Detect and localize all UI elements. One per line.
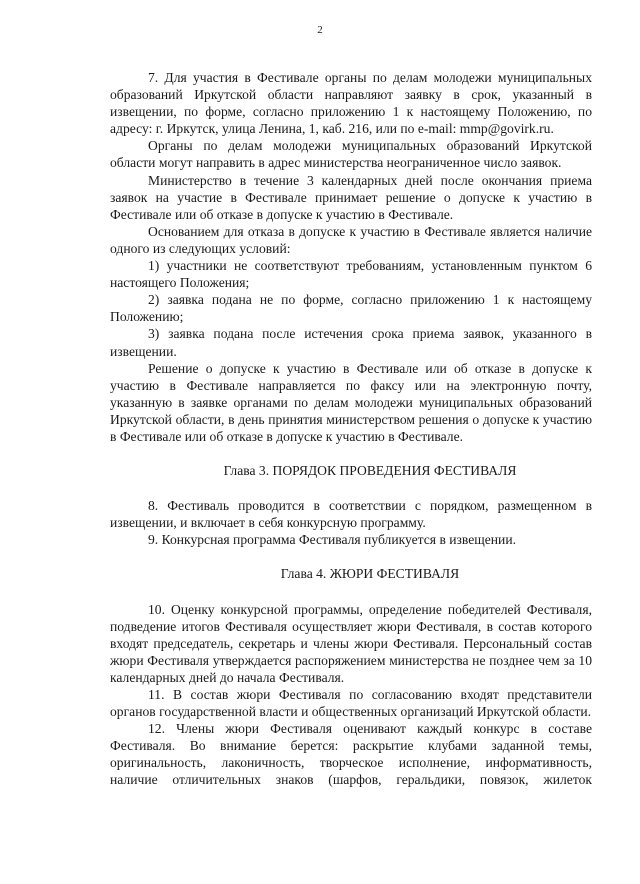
paragraph-9: 9. Конкурсная программа Фестиваля публикуется в извещении. (148, 532, 516, 548)
list-item-1: 1) участники не соответствуют требованиям, установленным пунктом 6 настоящего Положения; (110, 258, 592, 291)
paragraph-12: 12. Члены жюри Фестиваля оценивают каждый конкурс в составе Фестиваля. Во внимание берется: раскрытие клубами заданной темы, оригинальность, лаконичность, творческое исполнение, информативность, наличие отличительных знаков (шарфов, геральдики, повязок, жилеток (110, 721, 592, 788)
list-item-3: 3) заявка подана после истечения срока приема заявок, указанного в извещении. (110, 326, 592, 359)
paragraph-10: 10. Оценку конкурсной программы, определение победителей Фестиваля, подведение итогов Фестиваля осуществляет жюри Фестиваля, в состав которого входят председатель, секретарь и члены жюри Фестиваля. Персональный состав жюри Фестиваля утверждается распоряжением министерства не позднее чем за 10 календарных дней до начала Фестиваля. (110, 601, 592, 685)
chapter-3-title: Глава 3. ПОРЯДОК ПРОВЕДЕНИЯ ФЕСТИВАЛЯ (223, 463, 517, 479)
paragraph-8: 8. Фестиваль проводится в соответствии с порядком, размещенном в извещении, и включает в себя конкурсную программу. (110, 498, 592, 531)
paragraph-refusal-grounds: Основанием для отказа в допуске к участию в Фестивале является наличие одного из следующих условий: (110, 223, 592, 256)
document-body (110, 69, 592, 789)
paragraph-decision-notice: Решение о допуске к участию в Фестивале или об отказе в допуске к участию в Фестивале направляется по факсу или на электронную почту, указанную в заявке органами по делам молодежи муниципальных образований Иркутской области, в день принятия министерством решения о допуске к участию в Фестивале или об отказе в допуске к участию в Фестивале. (110, 360, 592, 444)
page-number: 2 (317, 24, 323, 36)
paragraph-organs-unlimited: Органы по делам молодежи муниципальных образований Иркутской области могут направить в адрес министерства неограниченное число заявок. (110, 138, 592, 171)
list-item-2: 2) заявка подана не по форме, согласно приложению 1 к настоящему Положению; (110, 292, 592, 325)
chapter-4-title: Глава 4. ЖЮРИ ФЕСТИВАЛЯ (280, 566, 460, 582)
paragraph-11: 11. В состав жюри Фестиваля по согласованию входят представители органов государственной власти и общественных организаций Иркутской области. (110, 687, 592, 720)
paragraph-7: 7. Для участия в Фестивале органы по делам молодежи муниципальных образований Иркутской области направляют заявку в срок, указанный в извещении, по форме, согласно приложению 1 к настоящему Положению, по адресу: г. Иркутск, улица Ленина, 1, каб. 216, или по e-mail: mmp@govirk.ru. (110, 70, 592, 137)
paragraph-ministry-decision: Министерство в течение 3 календарных дней после окончания приема заявок на участие в Фестивале принимает решение о допуске к участию в Фестивале или об отказе в допуске к участию в Фестивале. (110, 172, 592, 222)
